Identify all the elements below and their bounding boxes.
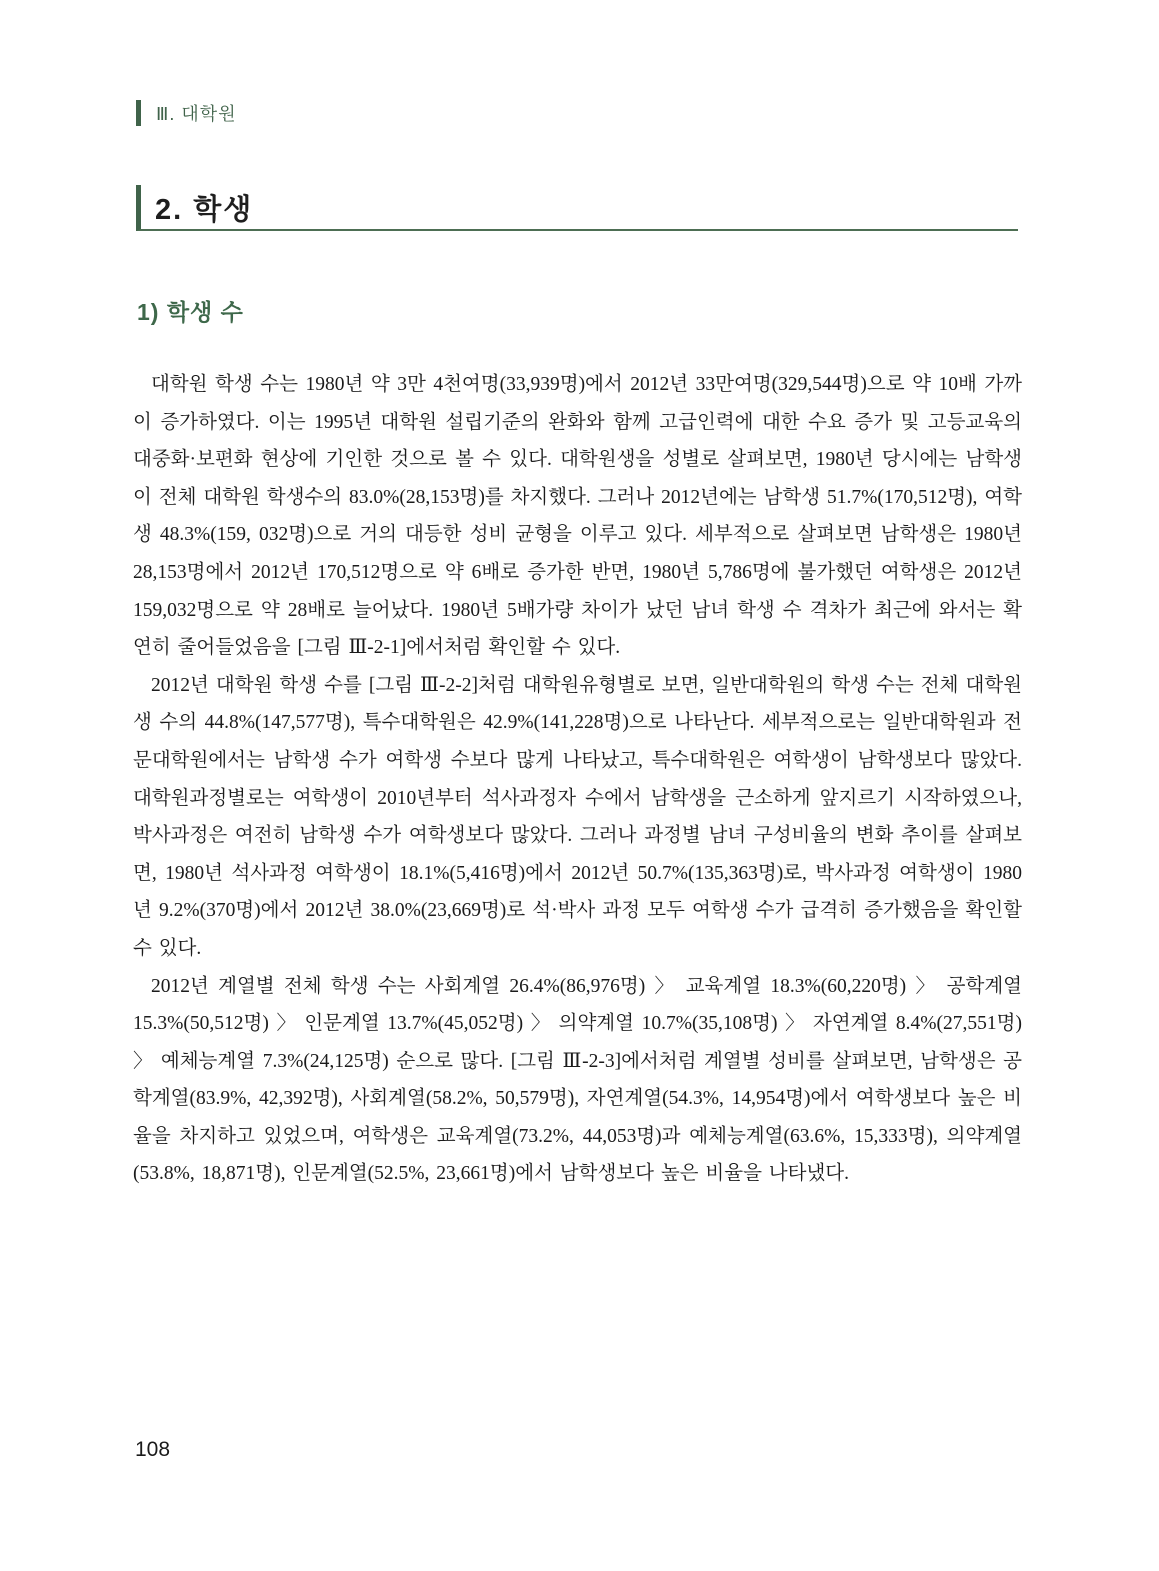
running-header-accent-bar	[136, 100, 141, 126]
paragraph-1: 대학원 학생 수는 1980년 약 3만 4천여명(33,939명)에서 2012년 33만여명(329,544명)으로 약 10배 가까이 증가하였다. 이는 1995년 대학원 설립기준의 완화와 함께 고급인력에 대한 수요 증가 및 고등교육의 대중화·보편화 현상에 기인한 것으로 볼 수 있다. 대학원생을 성별로 살펴보면, 1980년 당시에는 남학생이 전체 대학원 학생수의 83.0%(28,153명)를 차지했다. 그러나 2012년에는 남학생 51.7%(170,512명), 여학생 48.3%(159, 032명)으로 거의 대등한 성비 균형을 이루고 있다. 세부적으로 살펴보면 남학생은 1980년 28,153명에서 2012년 170,512명으로 약 6배로 증가한 반면, 1980년 5,786명에 불가했던 여학생은 2012년 159,032명으로 약 28배로 늘어났다. 1980년 5배가량 차이가 났던 남녀 학생 수 격차가 최근에 와서는 확연히 줄어들었음을 [그림 Ⅲ-2-1]에서처럼 확인할 수 있다.	[133, 374, 1022, 659]
running-header-text: Ⅲ. 대학원	[156, 104, 237, 124]
section-title: 2. 학생	[155, 193, 254, 226]
paragraph-2: 2012년 대학원 학생 수를 [그림 Ⅲ-2-2]처럼 대학원유형별로 보면, 일반대학원의 학생 수는 전체 대학원생 수의 44.8%(147,577명), 특수대학원은 42.9%(141,228명)으로 나타난다. 세부적으로는 일반대학원과 전문대학원에서는 남학생 수가 여학생 수보다 많게 나타났고, 특수대학원은 여학생이 남학생보다 많았다. 대학원과정별로는 여학생이 2010년부터 석사과정자 수에서 남학생을 근소하게 앞지르기 시작하였으나, 박사과정은 여전히 남학생 수가 여학생보다 많았다. 그러나 과정별 남녀 구성비율의 변화 추이를 살펴보면, 1980년 석사과정 여학생이 18.1%(5,416명)에서 2012년 50.7%(135,363명)로, 박사과정 여학생이 1980년 9.2%(370명)에서 2012년 38.0%(23,669명)로 석·박사 과정 모두 여학생 수가 급격히 증가했음을 확인할 수 있다.	[133, 674, 1022, 959]
paragraph-3: 2012년 계열별 전체 학생 수는 사회계열 26.4%(86,976명) 〉 교육계열 18.3%(60,220명) 〉 공학계열 15.3%(50,512명) 〉 인문계열 13.7%(45,052명) 〉 의약계열 10.7%(35,108명) 〉 자연계열 8.4%(27,551명) 〉 예체능계열 7.3%(24,125명) 순으로 많다. [그림 Ⅲ-2-3]에서처럼 계열별 성비를 살펴보면, 남학생은 공학계열(83.9%, 42,392명), 사회계열(58.2%, 50,579명), 자연계열(54.3%, 14,954명)에서 여학생보다 높은 비율을 차지하고 있었으며, 여학생은 교육계열(73.2%, 44,053명)과 예체능계열(63.6%, 15,333명), 의약계열(53.8%, 18,871명), 인문계열(52.5%, 23,661명)에서 남학생보다 높은 비율을 나타냈다.	[133, 975, 1022, 1185]
section-heading	[136, 185, 1018, 231]
page-number: 108	[135, 1438, 171, 1461]
subsection-title: 1) 학생 수	[137, 299, 244, 325]
running-header	[136, 100, 237, 126]
body-text	[133, 366, 1022, 1193]
